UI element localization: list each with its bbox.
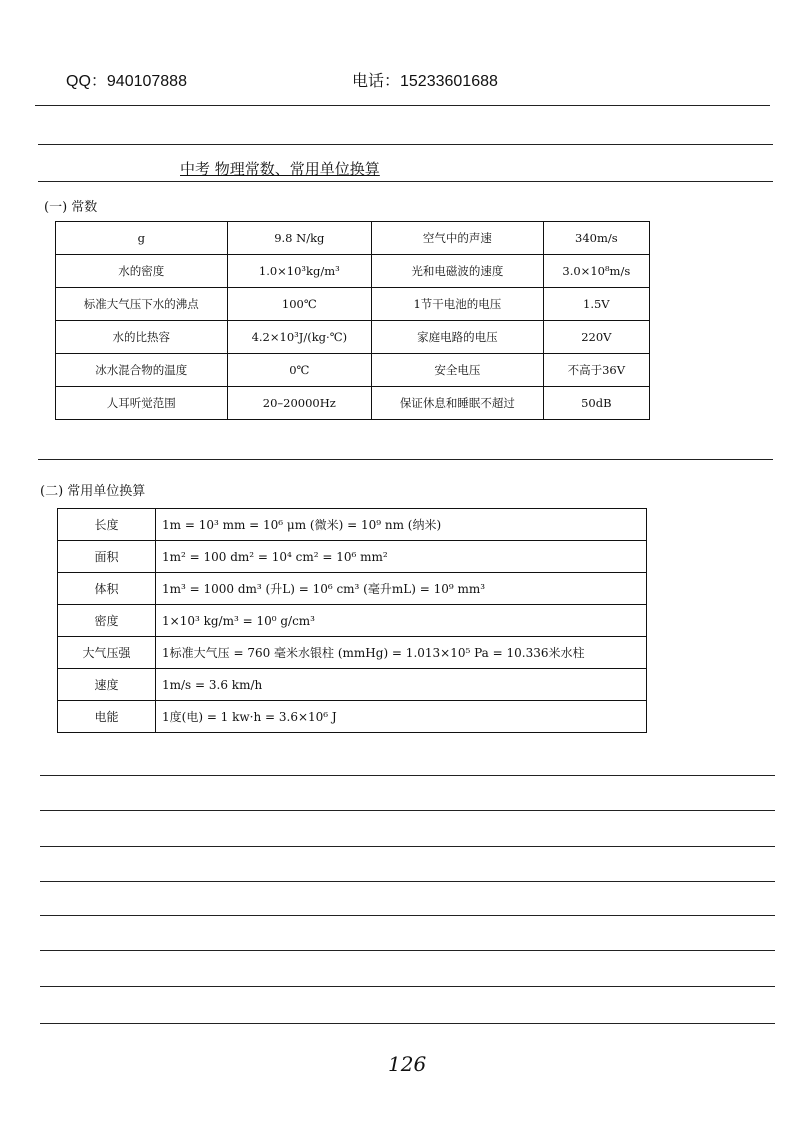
notebook-line — [40, 915, 775, 916]
page-number: 126 — [388, 1052, 427, 1076]
notebook-line — [40, 881, 775, 882]
constant-name-cell: 空气中的声速 — [372, 222, 544, 255]
table-row — [56, 288, 650, 321]
constant-name-cell: 安全电压 — [372, 354, 544, 387]
divider — [38, 181, 773, 182]
constant-value-cell: 20–20000Hz — [227, 387, 372, 420]
table-row — [58, 573, 647, 605]
quantity-name-cell: 速度 — [58, 669, 156, 701]
notebook-line — [40, 950, 775, 951]
constant-name-cell: 冰水混合物的温度 — [56, 354, 228, 387]
table-row — [56, 222, 650, 255]
unit-conversion-table — [57, 508, 647, 733]
notebook-line — [40, 775, 775, 776]
conversion-cell: 1标准大气压 = 760 毫米水银柱 (mmHg) = 1.013×10⁵ Pa = 10.336米水柱 — [156, 637, 647, 669]
constant-name-cell: 水的比热容 — [56, 321, 228, 354]
quantity-name-cell: 电能 — [58, 701, 156, 733]
table-row — [56, 255, 650, 288]
divider — [35, 105, 770, 106]
conversion-cell: 1度(电) = 1 kw·h = 3.6×10⁶ J — [156, 701, 647, 733]
divider — [38, 144, 773, 145]
quantity-name-cell: 面积 — [58, 541, 156, 573]
table-row — [58, 541, 647, 573]
constant-value-cell: 1.5V — [543, 288, 649, 321]
constant-name-cell: 家庭电路的电压 — [372, 321, 544, 354]
constant-name-cell: 人耳听觉范围 — [56, 387, 228, 420]
constant-value-cell: 3.0×10⁸m/s — [543, 255, 649, 288]
table-row — [56, 387, 650, 420]
divider — [38, 459, 773, 460]
constant-name-cell: 1节干电池的电压 — [372, 288, 544, 321]
quantity-name-cell: 体积 — [58, 573, 156, 605]
table-row — [58, 509, 647, 541]
notebook-line — [40, 1023, 775, 1024]
constant-name-cell: 保证休息和睡眠不超过 — [372, 387, 544, 420]
section-heading-constants: (一) 常数 — [44, 200, 98, 215]
phone-contact: 电话：15233601688 — [352, 73, 498, 90]
notebook-line — [40, 810, 775, 811]
constants-table — [55, 221, 650, 420]
constant-value-cell: 50dB — [543, 387, 649, 420]
table-row — [58, 669, 647, 701]
constant-value-cell: 9.8 N/kg — [227, 222, 372, 255]
constant-value-cell: 100℃ — [227, 288, 372, 321]
table-row — [56, 321, 650, 354]
section-heading-units: (二) 常用单位换算 — [40, 484, 146, 499]
conversion-cell: 1m³ = 1000 dm³ (升L) = 10⁶ cm³ (毫升mL) = 10⁹ mm³ — [156, 573, 647, 605]
constant-name-cell: 光和电磁波的速度 — [372, 255, 544, 288]
notebook-line — [40, 986, 775, 987]
table-row — [56, 354, 650, 387]
conversion-cell: 1m/s = 3.6 km/h — [156, 669, 647, 701]
conversion-cell: 1×10³ kg/m³ = 10⁰ g/cm³ — [156, 605, 647, 637]
table-row — [58, 701, 647, 733]
constant-name-cell: 标准大气压下水的沸点 — [56, 288, 228, 321]
conversion-cell: 1m² = 100 dm² = 10⁴ cm² = 10⁶ mm² — [156, 541, 647, 573]
table-row — [58, 605, 647, 637]
constant-value-cell: 340m/s — [543, 222, 649, 255]
constant-value-cell: 0℃ — [227, 354, 372, 387]
qq-contact: QQ：940107888 — [66, 73, 187, 90]
conversion-cell: 1m = 10³ mm = 10⁶ μm (微米) = 10⁹ nm (纳米) — [156, 509, 647, 541]
quantity-name-cell: 密度 — [58, 605, 156, 637]
constant-value-cell: 220V — [543, 321, 649, 354]
quantity-name-cell: 大气压强 — [58, 637, 156, 669]
quantity-name-cell: 长度 — [58, 509, 156, 541]
constant-value-cell: 4.2×10³J/(kg·℃) — [227, 321, 372, 354]
constant-name-cell: g — [56, 222, 228, 255]
page-title: 中考 物理常数、常用单位换算 — [180, 160, 380, 178]
constant-value-cell: 1.0×10³kg/m³ — [227, 255, 372, 288]
notebook-line — [40, 846, 775, 847]
constant-value-cell: 不高于36V — [543, 354, 649, 387]
constant-name-cell: 水的密度 — [56, 255, 228, 288]
table-row — [58, 637, 647, 669]
